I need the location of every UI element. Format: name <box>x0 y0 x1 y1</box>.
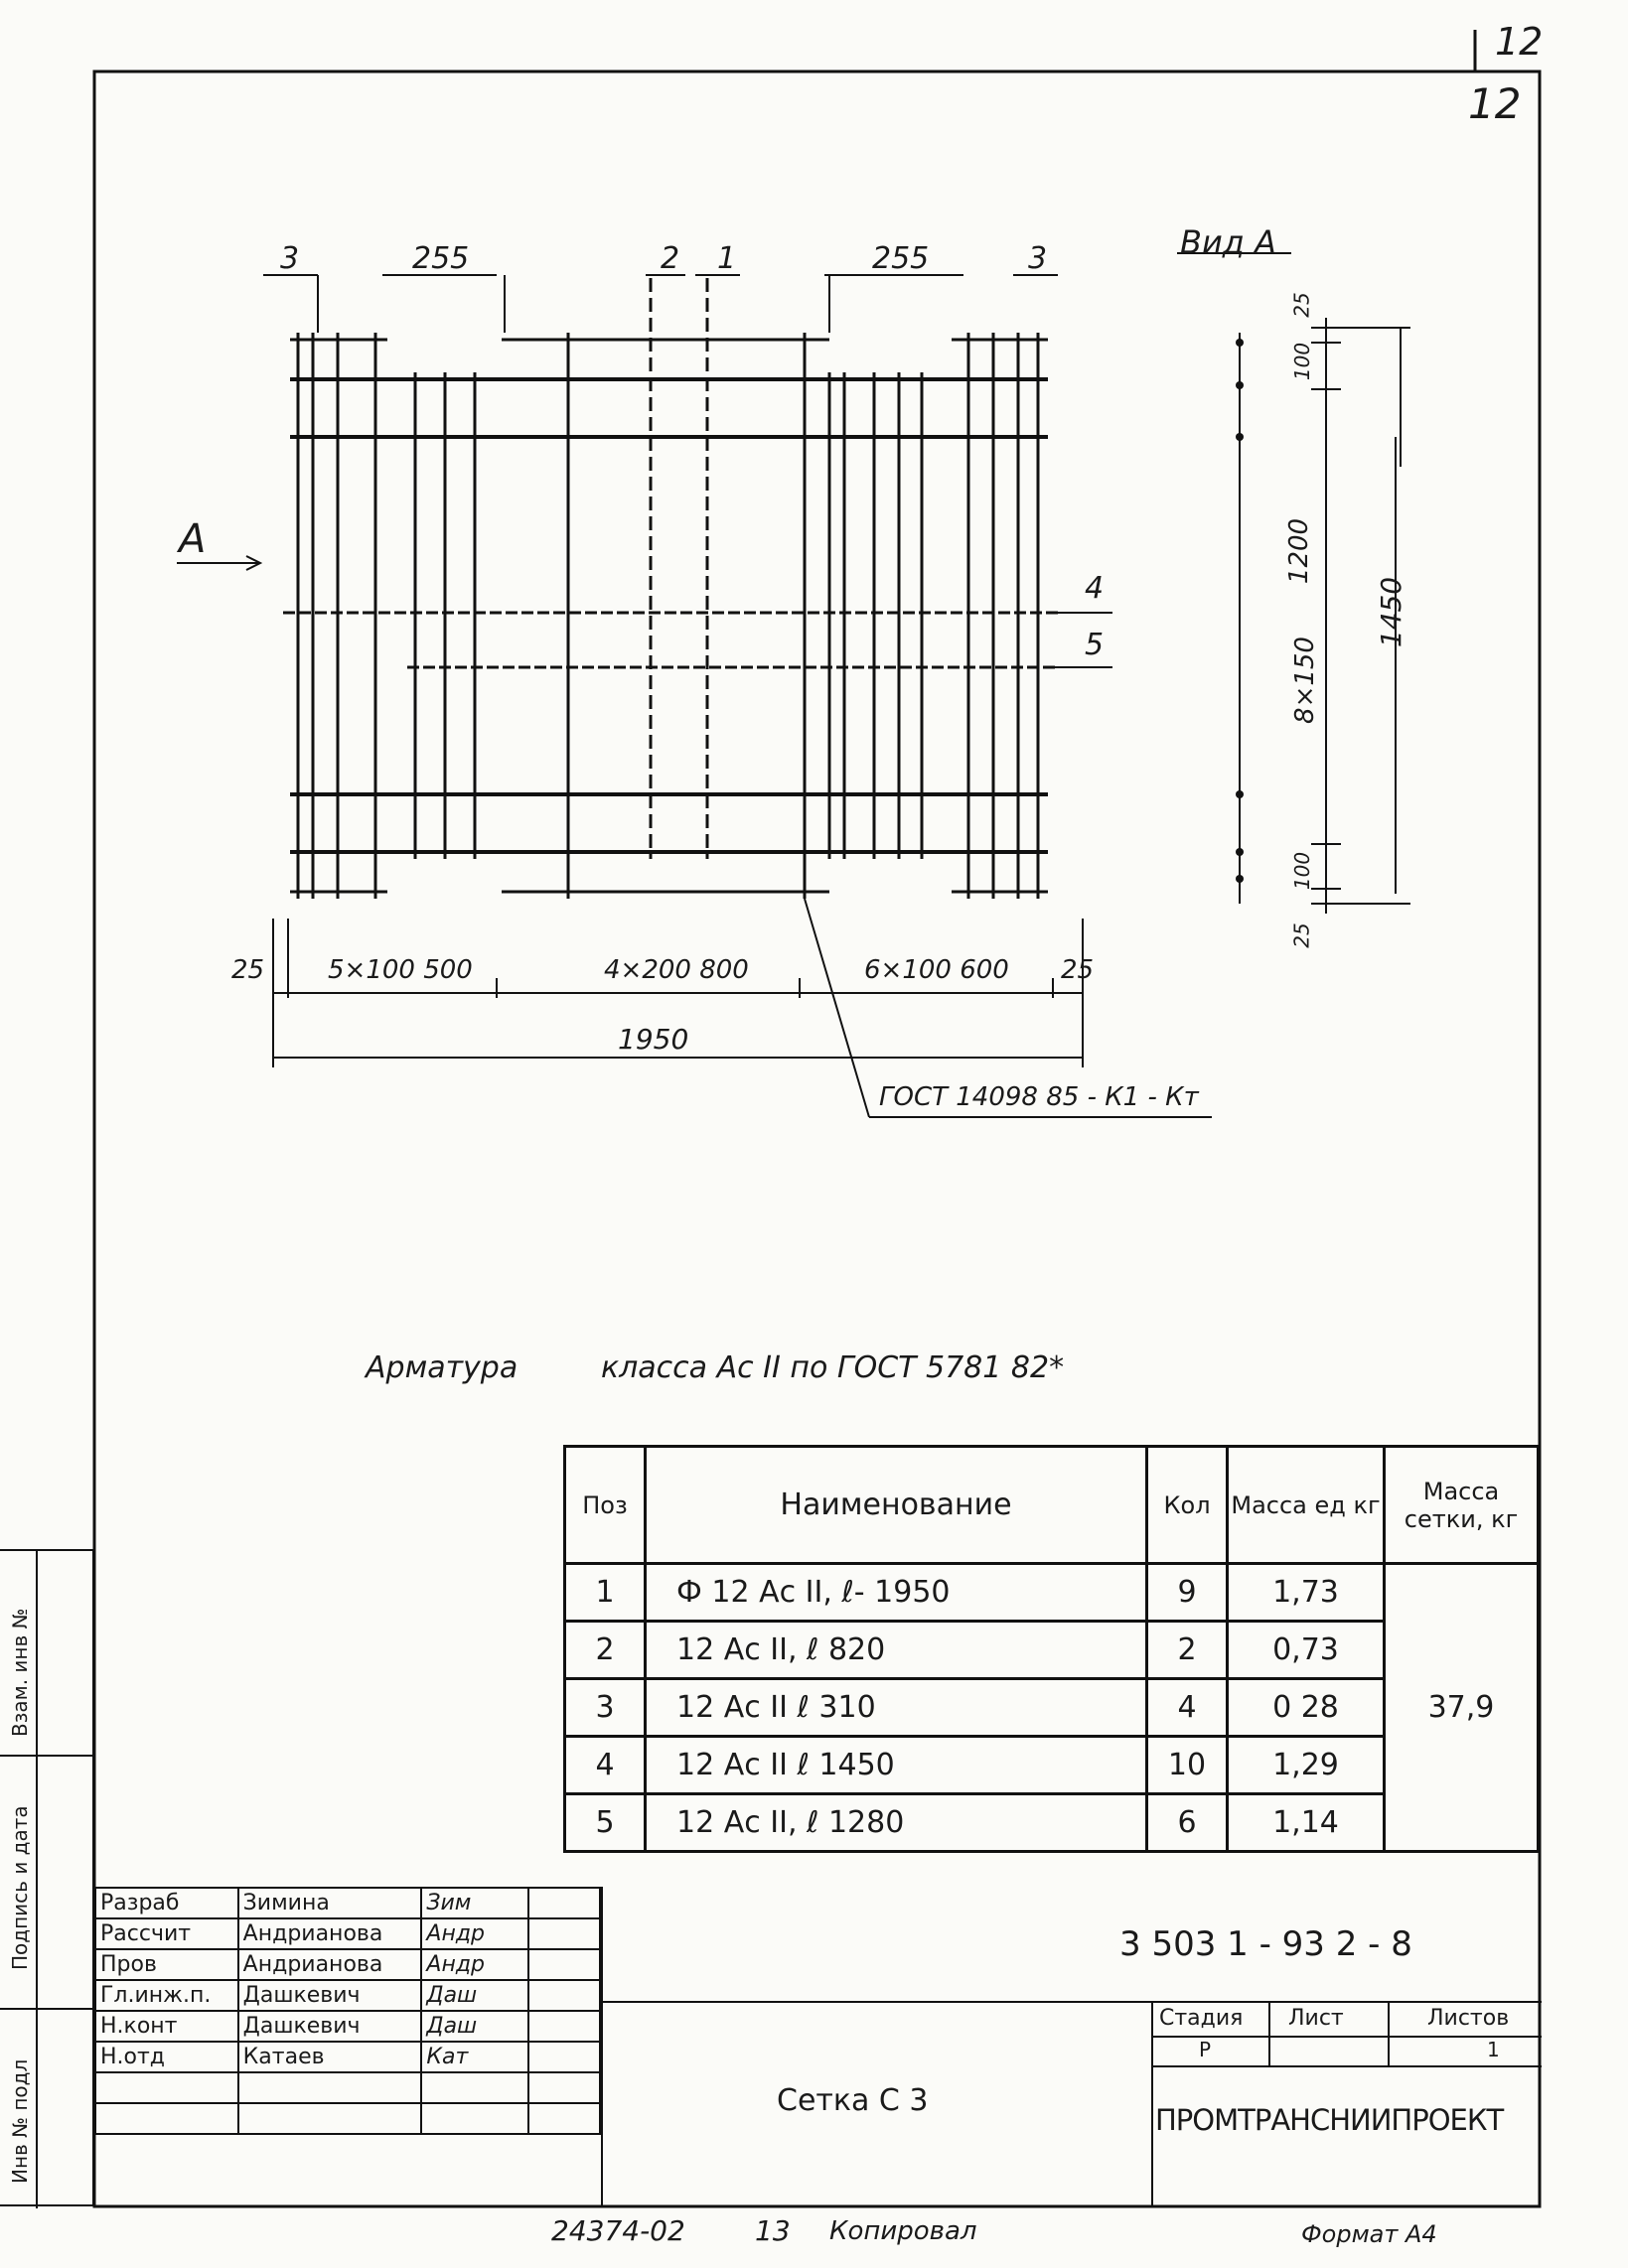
spec-total-mass: 37,9 <box>1385 1564 1539 1852</box>
stage-label: Стадия <box>1159 2006 1244 2031</box>
dim-25-right: 25 <box>1061 955 1095 985</box>
stamp-replace-inv: Взам. инв № <box>8 1608 32 1737</box>
spec-name: 12 Ас II, ℓ 1280 <box>646 1794 1147 1852</box>
role: Н.конт <box>95 2011 238 2042</box>
role-name: Дашкевич <box>238 2011 422 2042</box>
spec-name: 12 Ас II ℓ 310 <box>646 1679 1147 1737</box>
mark-5: 5 <box>1085 628 1105 662</box>
spec-mass: 0 28 <box>1228 1679 1385 1737</box>
sheet-label: Лист <box>1288 2006 1344 2031</box>
sheets-value: 1 <box>1487 2038 1500 2061</box>
spec-pos: 4 <box>565 1737 646 1794</box>
role-name: Катаев <box>238 2042 422 2072</box>
mark-2: 2 <box>661 241 680 276</box>
signature: Даш <box>421 2011 528 2042</box>
item-name: Сетка С 3 <box>777 2083 929 2118</box>
doc-code: 3 503 1 - 93 2 - 8 <box>1119 1924 1412 1964</box>
view-arrow-label: А <box>179 516 207 562</box>
role-name: Зимина <box>238 1888 422 1918</box>
stage-value: Р <box>1199 2038 1212 2061</box>
spec-header-unit-mass: Масса ед кг <box>1228 1447 1385 1564</box>
footer-code: 24374-02 <box>551 2214 685 2247</box>
mesh-long-bars <box>290 379 1048 852</box>
spec-header-pos: Поз <box>565 1447 646 1564</box>
role-name: Андрианова <box>238 1949 422 1980</box>
view-a-title: Вид А <box>1180 223 1276 261</box>
spec-name: 12 Ас II, ℓ 820 <box>646 1622 1147 1679</box>
dim-seg1: 5×100 500 <box>328 955 473 985</box>
role: Рассчит <box>95 1918 238 1949</box>
title-block-main <box>601 1887 1542 2206</box>
spec-mass: 1,29 <box>1228 1737 1385 1794</box>
table-row <box>565 1564 1539 1622</box>
view-a-dim-1200: 1200 <box>1284 517 1315 585</box>
mark-3-left: 3 <box>280 241 300 276</box>
footer-format: Формат А4 <box>1301 2220 1437 2248</box>
role-name: Дашкевич <box>238 1980 422 2011</box>
spec-pos: 3 <box>565 1679 646 1737</box>
spec-mass: 1,73 <box>1228 1564 1385 1622</box>
sheets-label: Листов <box>1427 2006 1510 2031</box>
spec-pos: 1 <box>565 1564 646 1622</box>
view-a-dim-100-top: 100 <box>1290 342 1315 381</box>
organization: ПРОМТРАНСНИИПРОЕКТ <box>1155 2103 1504 2137</box>
footer-page: 13 <box>755 2214 791 2247</box>
spec-qty: 4 <box>1147 1679 1228 1737</box>
dim-255-right: 255 <box>872 241 930 276</box>
view-a-dim-8x150: 8×150 <box>1289 637 1320 724</box>
sheet-number: 12 <box>1468 79 1522 128</box>
side-stamp <box>0 1549 94 2206</box>
spec-qty: 10 <box>1147 1737 1228 1794</box>
view-a-dim-25-bottom: 25 <box>1289 922 1314 948</box>
view-a-dim-25-top: 25 <box>1289 292 1314 318</box>
spec-pos: 2 <box>565 1622 646 1679</box>
footer-copied: Копировал <box>829 2216 977 2246</box>
dim-25-left: 25 <box>231 955 265 985</box>
role-name: Андрианова <box>238 1918 422 1949</box>
view-a-dim-100-bottom: 100 <box>1290 851 1315 891</box>
signature: Кат <box>421 2042 528 2072</box>
spec-header-net-mass: Масса сетки, кг <box>1385 1447 1539 1564</box>
weld-note: ГОСТ 14098 85 - К1 - Кт <box>879 1082 1199 1112</box>
spec-table <box>563 1445 1540 1853</box>
spec-qty: 2 <box>1147 1622 1228 1679</box>
dim-seg2: 4×200 800 <box>604 955 749 985</box>
note-armatura: Арматура <box>366 1350 518 1385</box>
signature: Андр <box>421 1949 528 1980</box>
spec-header-qty: Кол <box>1147 1447 1228 1564</box>
mark-1: 1 <box>717 241 737 276</box>
dim-255-left: 255 <box>412 241 470 276</box>
mark-3-right: 3 <box>1028 241 1048 276</box>
sheet-number-top: 12 <box>1495 20 1544 64</box>
role: Разраб <box>95 1888 238 1918</box>
role: Н.отд <box>95 2042 238 2072</box>
dim-seg3: 6×100 600 <box>864 955 1009 985</box>
view-a-dim-1450: 1450 <box>1375 576 1408 648</box>
spec-name: 12 Ас II ℓ 1450 <box>646 1737 1147 1794</box>
signature: Даш <box>421 1980 528 2011</box>
spec-qty: 6 <box>1147 1794 1228 1852</box>
spec-qty: 9 <box>1147 1564 1228 1622</box>
signature: Андр <box>421 1918 528 1949</box>
mark-4: 4 <box>1085 571 1105 606</box>
dim-total: 1950 <box>618 1023 689 1056</box>
role: Гл.инж.п. <box>95 1980 238 2011</box>
title-block-roles <box>94 1887 601 2135</box>
signature: Зим <box>421 1888 528 1918</box>
spec-header-name: Наименование <box>646 1447 1147 1564</box>
stamp-inv-orig: Инв № подл <box>8 2058 32 2184</box>
role: Пров <box>95 1949 238 1980</box>
stamp-sign-date: Подпись и дата <box>8 1805 32 1970</box>
mesh-cross-bars <box>298 278 1038 899</box>
spec-mass: 1,14 <box>1228 1794 1385 1852</box>
spec-pos: 5 <box>565 1794 646 1852</box>
note-class: класса Ас II по ГОСТ 5781 82* <box>601 1350 1065 1385</box>
spec-mass: 0,73 <box>1228 1622 1385 1679</box>
spec-name: Ф 12 Ас II, ℓ- 1950 <box>646 1564 1147 1622</box>
